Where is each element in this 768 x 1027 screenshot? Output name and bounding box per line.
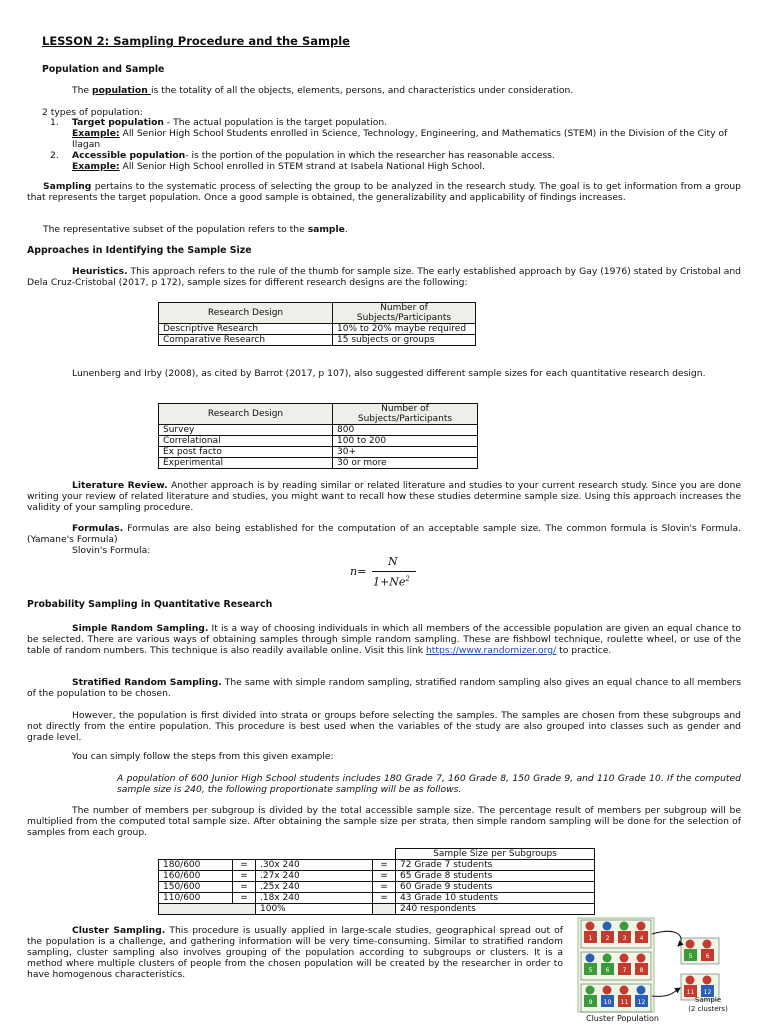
person-head xyxy=(637,922,646,931)
table-cell: = xyxy=(233,860,256,871)
heading-approaches: Approaches in Identifying the Sample Size xyxy=(27,245,252,256)
person-number: 6 xyxy=(705,953,710,960)
table2-header-design: Research Design xyxy=(159,404,333,425)
table1-header-design: Research Design xyxy=(159,303,333,324)
population-definition: The population is the totality of all the objects, elements, persons, and characteristics under consideration. xyxy=(72,85,574,96)
table-cell: 110/600 xyxy=(159,893,233,904)
table-cell: Survey xyxy=(159,425,333,436)
person-head xyxy=(620,954,629,963)
members-paragraph: The number of members per subgroup is divided by the total accessible sample size. The percentage result of members per subgroup will be multiplied from the computed total sample size. After obtaining the sample size per strata, then simple random sampling will be done for the selection of samples from each group. xyxy=(27,805,741,838)
table3-header: Sample Size per Subgroups xyxy=(396,849,595,860)
table-cell: 60 Grade 9 students xyxy=(396,882,595,893)
person-number: 9 xyxy=(588,999,593,1006)
table1-header-number: Number of Subjects/Participants xyxy=(333,303,476,324)
table-cell: 72 Grade 7 students xyxy=(396,860,595,871)
table-cell: = xyxy=(233,882,256,893)
table-cell: 30+ xyxy=(333,447,478,458)
table-cell: 30 or more xyxy=(333,458,478,469)
proportionate-sampling-table xyxy=(158,848,595,915)
table-cell: = xyxy=(233,871,256,882)
table-cell: .27x 240 xyxy=(256,871,373,882)
cluster-population-label: Cluster Population xyxy=(586,1014,659,1023)
table-cell: 15 subjects or groups xyxy=(333,335,476,346)
table-cell: Experimental xyxy=(159,458,333,469)
randomizer-link[interactable]: https://www.randomizer.org/ xyxy=(425,645,557,656)
person-number: 10 xyxy=(603,999,612,1006)
table-cell: = xyxy=(373,860,396,871)
table2-header-number: Number of Subjects/Participants xyxy=(333,404,478,425)
arrow-to-sample-1 xyxy=(652,931,681,946)
population-type-2: 2. Accessible population- is the portion of the population in which the researcher has reasonable access. Example: All Senior High School enrolled in STEM strand at Isabela National High School. xyxy=(50,150,555,172)
person-head xyxy=(620,922,629,931)
person-number: 11 xyxy=(620,999,629,1006)
stratified-sampling-paragraph: Stratified Random Sampling. The same with simple random sampling, stratified random sampling also gives an equal chance to all members of the population to be chosen. xyxy=(27,677,741,699)
person-number: 5 xyxy=(588,967,593,974)
table-cell: 800 xyxy=(333,425,478,436)
table-cell: Comparative Research xyxy=(159,335,333,346)
heading-population-sample: Population and Sample xyxy=(42,64,165,75)
person-head xyxy=(703,976,712,985)
formula-numerator: N xyxy=(388,555,398,568)
person-head xyxy=(603,954,612,963)
person-number: 7 xyxy=(622,967,627,974)
literature-review-paragraph: Literature Review. Another approach is by reading similar or related literature and studies to your current research study. Since you are done writing your review of related literature and studies, you might want to recall how these studies determine sample size. Using this approach increases the validity of your sampling procedure. xyxy=(27,480,741,513)
person-number: 8 xyxy=(639,967,644,974)
table-cell: Correlational xyxy=(159,436,333,447)
person-head xyxy=(586,954,595,963)
heading-probability-sampling: Probability Sampling in Quantitative Research xyxy=(27,599,273,610)
table-cell: Ex post facto xyxy=(159,447,333,458)
simple-random-sampling-paragraph: Simple Random Sampling. It is a way of choosing individuals in which all members of the accessible population are given an equal chance to be selected. There are various ways of obtaining samples through simple random sampling. These are fishbowl technique, roulette wheel, or use of the table of random numbers. This technique is also readily available online. Visit this link https://www.randomizer.org/ to practice. xyxy=(27,623,742,656)
person-number: 11 xyxy=(686,989,695,996)
person-head xyxy=(703,940,712,949)
table-cell xyxy=(159,904,256,915)
person-head xyxy=(637,986,646,995)
table-cell: = xyxy=(373,871,396,882)
lesson-title: LESSON 2: Sampling Procedure and the Sample xyxy=(42,34,350,48)
formula-lhs: n= xyxy=(350,565,367,578)
table-cell: = xyxy=(233,893,256,904)
lunenberg-paragraph: Lunenberg and Irby (2008), as cited by Barrot (2017, p 107), also suggested different sample sizes for each quantitative research design. xyxy=(72,368,706,379)
person-head xyxy=(686,976,695,985)
slovin-formula xyxy=(350,556,430,590)
lunenberg-sample-size-table xyxy=(158,403,478,469)
person-number: 2 xyxy=(605,935,610,942)
person-number: 1 xyxy=(588,935,593,942)
person-head xyxy=(686,940,695,949)
person-number: 6 xyxy=(605,967,610,974)
population-type-1: 1. Target population - The actual population is the target population. Example: All Senior High School Students enrolled in Science, Technology, Engineering, and Mathematics (STEM) in the Division of the City of Ilagan xyxy=(50,117,728,150)
table-cell: = xyxy=(373,882,396,893)
person-head xyxy=(586,986,595,995)
table-cell: .18x 240 xyxy=(256,893,373,904)
person-head xyxy=(586,922,595,931)
person-number: 5 xyxy=(688,953,693,960)
table-cell: 240 respondents xyxy=(396,904,595,915)
table-cell: 100% xyxy=(256,904,373,915)
person-head xyxy=(637,954,646,963)
table-cell: Descriptive Research xyxy=(159,324,333,335)
table-cell: 43 Grade 10 students xyxy=(396,893,595,904)
heuristics-paragraph: Heuristics. This approach refers to the rule of the thumb for sample size. The early established approach by Gay (1976) stated by Cristobal and Dela Cruz-Cristobal (2017, p 172), sample sizes for different research designs are the following: xyxy=(27,266,741,288)
example-text: A population of 600 Junior High School students includes 180 Grade 7, 160 Grade 8, 150 Grade 9, and 110 Grade 10. If the computed sample size is 240, the following proportionate sampling will be as follows. xyxy=(117,773,741,795)
table-cell: 160/600 xyxy=(159,871,233,882)
person-number: 12 xyxy=(703,989,712,996)
table-cell: .30x 240 xyxy=(256,860,373,871)
cluster-sampling-paragraph: Cluster Sampling. This procedure is usually applied in large-scale studies, geographical spread out of the population is a challenge, and gathering information will be very time-consuming. Similar to stratified random sampling, cluster sampling also involves grouping of the population according to subgroups or clusters. It is a method where multiple clusters of people from the chosen population will be created by the researcher in order to have homogenous characteristics. xyxy=(27,925,563,980)
gay-sample-size-table xyxy=(158,302,476,346)
formula-denominator: $1+Ne^2$ xyxy=(373,575,410,589)
table-cell: = xyxy=(373,893,396,904)
slovin-label: Slovin's Formula: xyxy=(72,545,151,556)
person-number: 12 xyxy=(637,999,646,1006)
table-cell: 150/600 xyxy=(159,882,233,893)
table-cell xyxy=(373,904,396,915)
formula-fraction-bar xyxy=(372,571,416,572)
table-cell: .25x 240 xyxy=(256,882,373,893)
sample-definition: The representative subset of the population refers to the sample. xyxy=(43,224,348,235)
table-cell: 100 to 200 xyxy=(333,436,478,447)
sampling-paragraph: Sampling pertains to the systematic process of selecting the group to be analyzed in the research study. The goal is to get information from a group that represents the target population. Once a good sample is obtained, the generalizability and applicability of findings increases. xyxy=(27,181,741,203)
table-cell: 10% to 20% maybe required xyxy=(333,324,476,335)
arrow-to-sample-2 xyxy=(652,988,680,996)
formulas-paragraph: Formulas. Formulas are also being established for the computation of an acceptable sample size. The common formula is Slovin's Formula. (Yamane's Formula) xyxy=(27,523,741,545)
sample-label: Sample (2 clusters) xyxy=(688,996,728,1013)
person-number: 4 xyxy=(639,935,644,942)
person-head xyxy=(620,986,629,995)
person-head xyxy=(603,986,612,995)
person-number: 3 xyxy=(622,935,627,942)
strata-paragraph: However, the population is first divided into strata or groups before selecting the samples. The samples are chosen from these subgroups and not directly from the entire population. This procedure is best used when the variables of the study are also grouped into classes such as gender and grade level. xyxy=(27,710,741,743)
types-intro: 2 types of population: xyxy=(42,107,143,118)
table-cell: 65 Grade 8 students xyxy=(396,871,595,882)
steps-intro: You can simply follow the steps from this given example: xyxy=(72,751,334,762)
cluster-sampling-figure xyxy=(574,916,740,1024)
person-head xyxy=(603,922,612,931)
table-cell: 180/600 xyxy=(159,860,233,871)
